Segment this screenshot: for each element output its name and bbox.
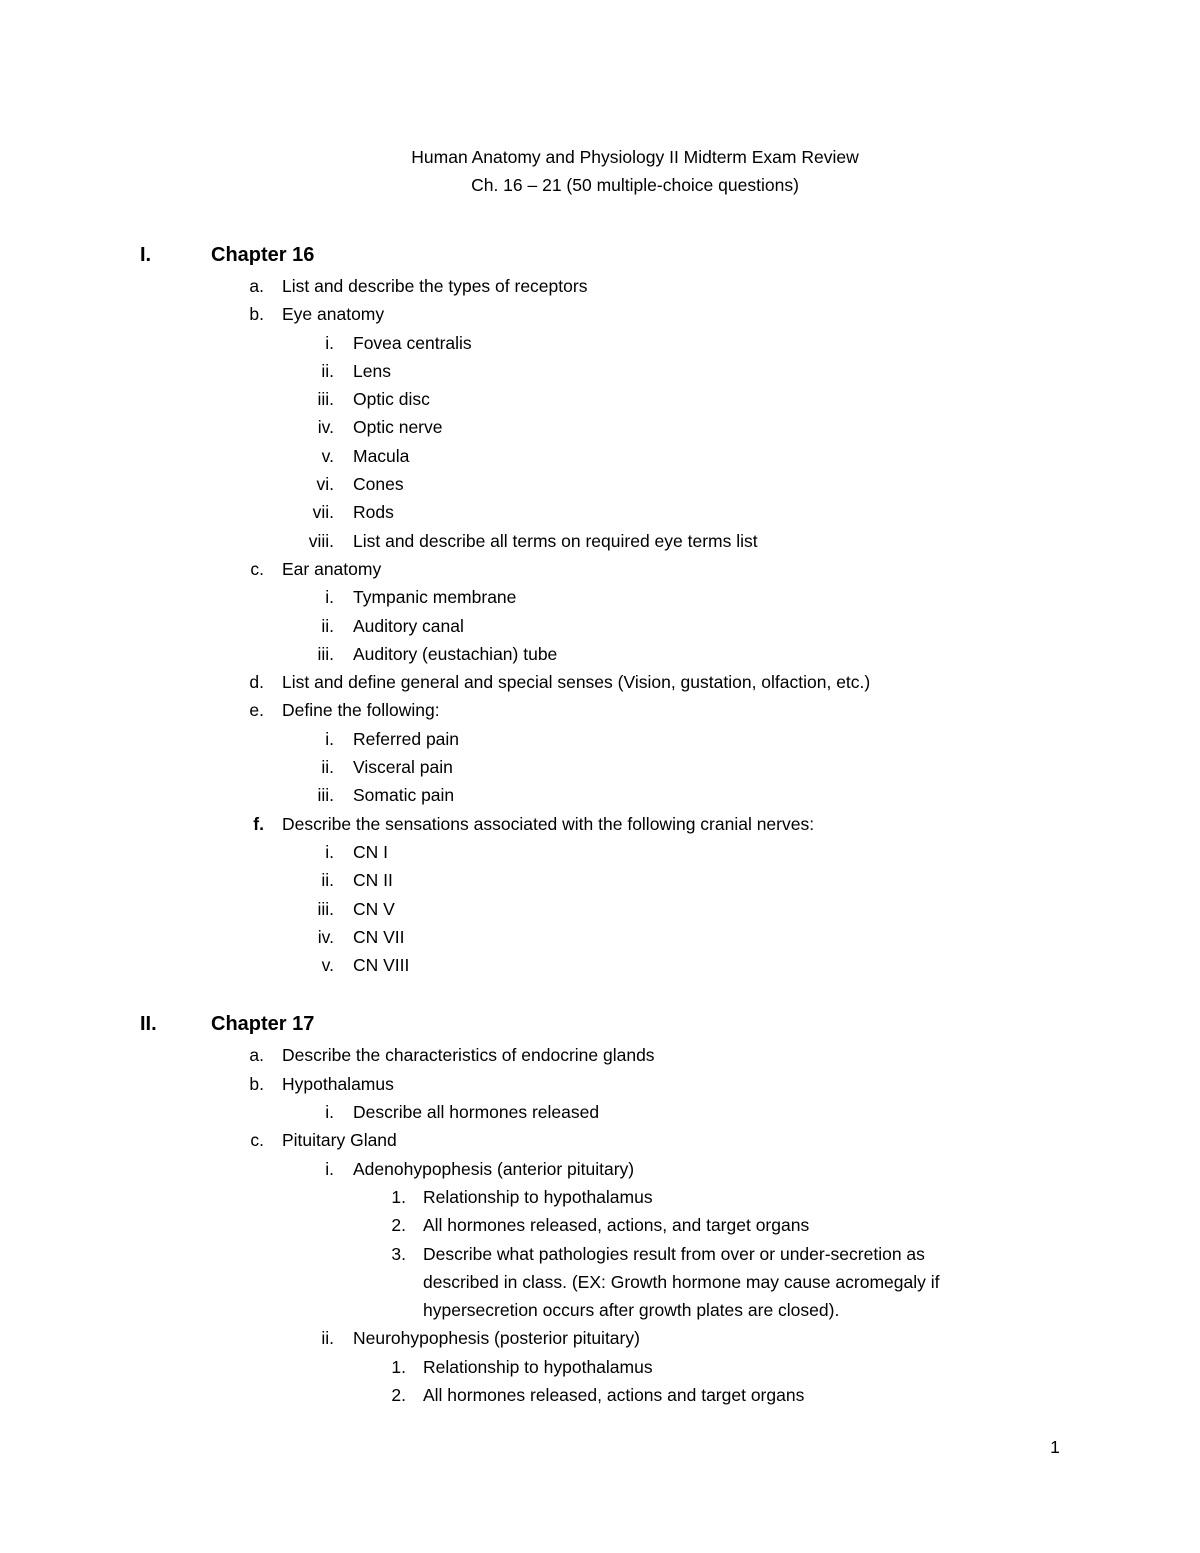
item-text: Eye anatomy	[282, 304, 385, 325]
item-marker: ii.	[321, 757, 334, 778]
item-text: Adenohypophesis (anterior pituitary)	[353, 1158, 635, 1179]
outline-item	[0, 753, 1200, 781]
outline-item	[0, 1324, 1200, 1352]
item-text: Somatic pain	[353, 785, 455, 806]
item-marker: c.	[250, 1130, 264, 1151]
outline-item	[0, 923, 1200, 951]
outline-item	[0, 357, 1200, 385]
outline-item	[0, 527, 1200, 555]
outline-item	[0, 1183, 1200, 1211]
item-text: Optic disc	[353, 389, 430, 410]
item-marker: b.	[249, 304, 264, 325]
item-marker: ii.	[321, 615, 334, 636]
outline-item	[0, 668, 1200, 696]
item-text: Rods	[353, 502, 394, 523]
section-title: Chapter 17	[211, 1013, 315, 1036]
item-text: List and define general and special senses (Vision, gustation, olfaction, etc.)	[282, 672, 871, 693]
item-text: Auditory (eustachian) tube	[353, 643, 558, 664]
document-title: Human Anatomy and Physiology II Midterm Exam Review	[411, 147, 859, 167]
outline-item	[0, 1041, 1200, 1069]
outline-item	[0, 895, 1200, 923]
item-text: Describe the sensations associated with the following cranial nerves:	[282, 813, 815, 834]
item-marker: ii.	[321, 360, 334, 381]
item-text: Optic nerve	[353, 417, 443, 438]
item-marker: iv.	[317, 926, 334, 947]
item-marker: vi.	[316, 474, 334, 495]
outline-item	[0, 1268, 1200, 1296]
item-text: Describe what pathologies result from over or under-secretion as	[423, 1243, 925, 1264]
outline-section	[0, 240, 1200, 979]
item-text: Define the following:	[282, 700, 440, 721]
item-text: Cones	[353, 474, 404, 495]
item-marker: 2.	[391, 1215, 406, 1236]
item-text: Neurohypophesis (posterior pituitary)	[353, 1328, 640, 1349]
item-marker: e.	[249, 700, 264, 721]
outline-item	[0, 951, 1200, 979]
item-text: hypersecretion occurs after growth plates are closed).	[423, 1300, 840, 1321]
outline-item	[0, 696, 1200, 724]
section-heading	[0, 1009, 1200, 1041]
item-text: Macula	[353, 445, 410, 466]
outline-item	[0, 1126, 1200, 1154]
item-marker: iii.	[317, 785, 334, 806]
item-marker: 3.	[391, 1243, 406, 1264]
item-marker: iii.	[317, 389, 334, 410]
item-text: CN II	[353, 870, 393, 891]
outline-item	[0, 1381, 1200, 1409]
item-marker: iii.	[317, 898, 334, 919]
outline-item	[0, 442, 1200, 470]
item-marker: 1.	[391, 1186, 406, 1207]
outline-item	[0, 583, 1200, 611]
item-text: All hormones released, actions and target organs	[423, 1384, 805, 1405]
item-marker: i.	[325, 332, 334, 353]
outline-item	[0, 498, 1200, 526]
outline-item	[0, 866, 1200, 894]
outline-item	[0, 781, 1200, 809]
item-marker: vii.	[312, 502, 334, 523]
outline-item	[0, 555, 1200, 583]
item-text: Referred pain	[353, 728, 460, 749]
outline-item	[0, 810, 1200, 838]
section-title: Chapter 16	[211, 244, 315, 266]
item-marker: v.	[321, 445, 334, 466]
item-text: Pituitary Gland	[282, 1130, 397, 1151]
item-marker: f.	[253, 813, 264, 834]
outline-item	[0, 329, 1200, 357]
item-marker: ii.	[321, 870, 334, 891]
item-text: Hypothalamus	[282, 1073, 394, 1094]
outline-section	[0, 1009, 1200, 1409]
outline-item	[0, 470, 1200, 498]
outline-item	[0, 385, 1200, 413]
item-marker: i.	[325, 841, 334, 862]
section-marker: I.	[140, 244, 152, 266]
outline-item	[0, 612, 1200, 640]
item-marker: a.	[249, 1045, 264, 1066]
outline-item	[0, 1296, 1200, 1324]
item-marker: i.	[325, 728, 334, 749]
outline-item	[0, 640, 1200, 668]
item-marker: iv.	[317, 417, 334, 438]
outline-item	[0, 1240, 1200, 1268]
item-text: Lens	[353, 360, 391, 381]
item-marker: i.	[325, 1158, 334, 1179]
outline-item	[0, 1070, 1200, 1098]
item-marker: a.	[249, 276, 264, 296]
item-text: All hormones released, actions, and target organs	[423, 1215, 810, 1236]
section-heading	[0, 240, 1200, 272]
section-marker: II.	[140, 1013, 157, 1036]
document-header	[0, 143, 1200, 199]
item-marker: c.	[250, 558, 264, 579]
item-text: Relationship to hypothalamus	[423, 1356, 653, 1377]
item-text: Auditory canal	[353, 615, 464, 636]
outline-item	[0, 1353, 1200, 1381]
item-text: CN VII	[353, 926, 405, 947]
section-gap	[0, 979, 1200, 1009]
outline-item	[0, 1098, 1200, 1126]
item-marker: v.	[321, 955, 334, 976]
outline-item	[0, 300, 1200, 328]
item-text: CN V	[353, 898, 395, 919]
item-marker: viii.	[308, 530, 334, 551]
outline-item	[0, 725, 1200, 753]
item-text: List and describe the types of receptors	[282, 276, 588, 296]
item-text: CN VIII	[353, 955, 410, 976]
item-text: Visceral pain	[353, 757, 453, 778]
item-text: Relationship to hypothalamus	[423, 1186, 653, 1207]
outline-item	[0, 1155, 1200, 1183]
item-text: CN I	[353, 841, 388, 862]
item-marker: d.	[249, 672, 264, 693]
item-marker: iii.	[317, 643, 334, 664]
item-marker: 2.	[391, 1384, 406, 1405]
item-marker: b.	[249, 1073, 264, 1094]
document-subtitle: Ch. 16 – 21 (50 multiple-choice questions)	[471, 175, 799, 195]
item-marker: ii.	[321, 1328, 334, 1349]
item-text: Fovea centralis	[353, 332, 472, 353]
item-text: List and describe all terms on required eye terms list	[353, 530, 758, 551]
item-text: Ear anatomy	[282, 558, 382, 579]
item-marker: i.	[325, 587, 334, 608]
item-marker: 1.	[391, 1356, 406, 1377]
review-outline	[0, 240, 1200, 1409]
outline-item	[0, 413, 1200, 441]
item-text: Describe all hormones released	[353, 1102, 600, 1123]
item-text: Describe the characteristics of endocrine glands	[282, 1045, 655, 1066]
page-number: 1	[1050, 1437, 1060, 1457]
outline-item	[0, 1211, 1200, 1239]
item-text: Tympanic membrane	[353, 587, 517, 608]
item-text: described in class. (EX: Growth hormone may cause acromegaly if	[423, 1271, 940, 1292]
outline-item	[0, 838, 1200, 866]
outline-item	[0, 272, 1200, 300]
item-marker: i.	[325, 1102, 334, 1123]
